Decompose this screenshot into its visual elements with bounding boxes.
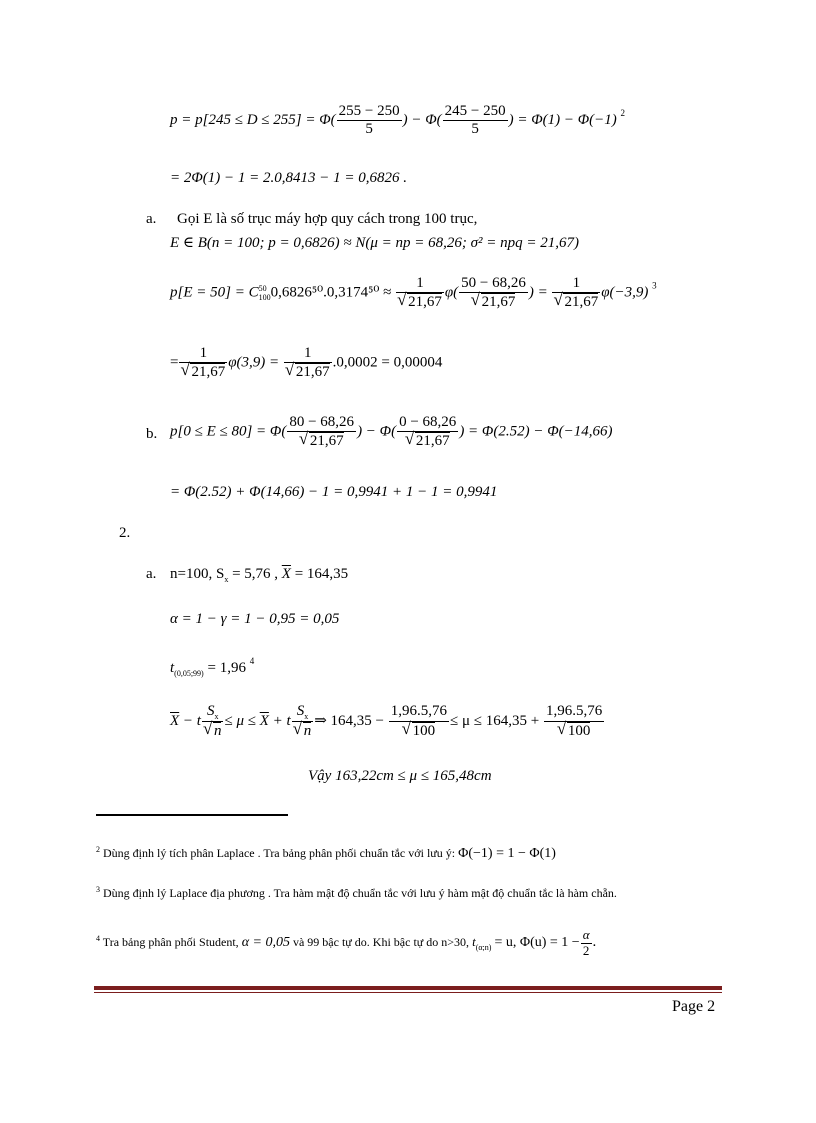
eq-text: ≤ μ ≤ 164,35 + xyxy=(449,713,540,730)
footnote-separator xyxy=(96,814,288,816)
s-label: S xyxy=(296,703,305,719)
s-label: S xyxy=(206,703,215,719)
fraction-num: 1,96.5,76 xyxy=(544,703,604,721)
footnote-text: Dùng định lý tích phân Laplace . Tra bảng phân phối chuẩn tắc với lưu ý: xyxy=(103,846,456,860)
eq-text: + t xyxy=(268,713,291,730)
sqrt: √ 100 xyxy=(412,722,436,740)
x-bar: $\overline{X}$ xyxy=(259,713,269,730)
eq-text: φ(3,9) = xyxy=(228,354,280,371)
eq-text: = xyxy=(170,354,179,371)
sqrt: √ 21,67 xyxy=(563,293,598,311)
footnote-text: và 99 bậc tự do. Khi bậc tự do n>30, xyxy=(292,935,470,950)
given-values xyxy=(170,566,348,584)
footnote-number: 2 xyxy=(96,845,100,854)
footnote-ref: 3 xyxy=(652,280,657,291)
eq-text: p[E = 50] = C xyxy=(170,284,259,301)
footnote-formula: α = 0,05 xyxy=(241,935,290,951)
item-marker: b. xyxy=(146,426,158,442)
footnote-text: Tra bảng phân phối Student, xyxy=(102,935,239,950)
eq-text: ) = Φ(1) − Φ(−1) xyxy=(508,112,617,129)
eq-text: = 1,96 xyxy=(203,660,246,676)
page-number: Page 2 xyxy=(672,998,716,1015)
sqrt: √ 21,67 xyxy=(295,363,330,381)
eq-text: p[0 ≤ E ≤ 80] = Φ( xyxy=(170,423,287,440)
eq-text: ≤ μ ≤ xyxy=(224,713,256,730)
footer-rule-thin xyxy=(94,992,722,993)
fraction-num: 1 xyxy=(396,275,444,293)
sqrt: √ 21,67 xyxy=(407,293,442,311)
fraction-num: α xyxy=(582,927,590,942)
item-a-text: Gọi E là số trục máy hợp quy cách trong 100 trục, xyxy=(177,211,478,227)
fraction-num: 1 xyxy=(552,275,600,293)
fraction xyxy=(459,275,528,312)
footnote-number: 3 xyxy=(96,885,100,894)
eq-text: = 5,76 , xyxy=(228,566,282,582)
footnote-4: $^4$ Tra bảng phân phối Student, α = 0,05 và 99 bậc tự do. Khi bậc tự do n>30, $t_{(\alpha;n)} = u$, Φ(u) = 1 − $\frac{\alpha}{2}$ . xyxy=(96,927,597,958)
subscript: x xyxy=(224,575,229,584)
x-bar: $\overline{X}$ xyxy=(170,713,180,730)
fraction-num: 50 − 68,26 xyxy=(459,275,528,293)
fraction xyxy=(443,103,508,139)
x-bar: $\overline{X}$ xyxy=(281,566,291,582)
footer-rule-thick xyxy=(94,986,722,990)
fraction-num: 1,96.5,76 xyxy=(389,703,449,721)
fraction-num: 80 − 68,26 xyxy=(287,414,356,432)
footnote-text: Dùng định lý Laplace địa phương . Tra hàm mật độ chuẩn tắc với lưu ý hàm mật độ chuẩn tắc là hàm chẵn. xyxy=(103,886,617,900)
eq-text: ) = Φ(2.52) − Φ(−14,66) xyxy=(459,423,613,440)
fraction-num: 255 − 250 xyxy=(337,103,402,121)
fraction xyxy=(581,928,592,959)
fraction xyxy=(292,703,314,740)
eq-text: t xyxy=(170,660,175,676)
confidence-interval xyxy=(170,703,605,740)
fraction-num: 1 xyxy=(179,345,227,363)
fraction-den: 5 xyxy=(471,121,479,138)
t-value xyxy=(170,656,254,678)
fraction-den: 5 xyxy=(365,121,373,138)
eq-text: ) − Φ( xyxy=(357,423,397,440)
fraction-num: 245 − 250 xyxy=(443,103,508,121)
sqrt: √ n xyxy=(213,722,222,740)
eq-text: φ( xyxy=(444,284,459,301)
footnote-ref: 4 xyxy=(249,656,255,666)
item-marker: a. xyxy=(146,211,157,227)
binom-sub: 100 xyxy=(258,293,271,303)
subscript: (α;n) xyxy=(475,943,492,953)
fraction xyxy=(544,703,604,740)
fraction xyxy=(337,103,402,139)
eq-text: .0,0002 = 0,00004 xyxy=(332,354,443,371)
eq-text: φ(−3,9) xyxy=(601,284,649,301)
fraction xyxy=(552,275,600,312)
item-marker: a. xyxy=(146,566,157,582)
binom-index xyxy=(259,284,271,302)
eq-text: p = p[245 ≤ D ≤ 255] = Φ( xyxy=(170,112,336,129)
fraction xyxy=(396,275,444,312)
eq-text: ) = xyxy=(528,284,548,301)
footnote-number: 4 xyxy=(96,934,100,944)
equation-p-interval xyxy=(170,103,625,139)
eq-text: = 164,35 xyxy=(290,566,349,582)
conclusion: Vậy 163,22cm ≤ μ ≤ 165,48cm xyxy=(308,768,492,784)
footnote-formula: Φ(−1) = 1 − Φ(1) xyxy=(458,846,556,861)
binom-sup: 50 xyxy=(258,284,267,294)
eq-text: 0,6826⁵⁰.0,3174⁵⁰ ≈ xyxy=(270,284,392,301)
footnote-3 xyxy=(96,885,617,901)
eq-text: n=100, S xyxy=(170,566,225,582)
sqrt: √ 21,67 xyxy=(190,363,225,381)
footnote-formula: t xyxy=(472,934,476,950)
eq-text: ⇒ 164,35 − xyxy=(314,713,384,730)
fraction xyxy=(389,703,449,740)
equation-pe50-result xyxy=(170,345,442,382)
subscript: x xyxy=(214,712,219,721)
footnote-2 xyxy=(96,845,556,862)
subscript: x xyxy=(304,712,309,721)
alpha-equation: α = 1 − γ = 1 − 0,95 = 0,05 xyxy=(170,611,340,627)
equation-pe0-80-result: = Φ(2.52) + Φ(14,66) − 1 = 0,9941 + 1 − 1 = 0,9941 xyxy=(170,484,498,500)
fraction-num: 0 − 68,26 xyxy=(397,414,458,432)
fraction xyxy=(287,414,356,451)
footnote-ref: 2 xyxy=(620,108,626,119)
equation-line2: = 2Φ(1) − 1 = 2.0,8413 − 1 = 0,6826 . xyxy=(170,170,408,186)
sqrt: √ 21,67 xyxy=(481,293,516,311)
eq-text: − t xyxy=(179,713,201,730)
fraction-num: 1 xyxy=(284,345,332,363)
footnote-formula: = u, Φ(u) = 1 − xyxy=(494,935,580,951)
sqrt: √ n xyxy=(303,722,312,740)
fraction xyxy=(284,345,332,382)
eq-text: ) − Φ( xyxy=(402,112,442,129)
section-marker: 2. xyxy=(119,525,131,541)
fraction xyxy=(397,414,458,451)
equation-pe50 xyxy=(170,275,657,312)
fraction-den: 2 xyxy=(582,942,590,958)
equation-pe0-80 xyxy=(170,414,613,451)
fraction xyxy=(202,703,224,740)
sqrt: √ 21,67 xyxy=(415,432,450,450)
sqrt: √ 21,67 xyxy=(309,432,344,450)
sqrt: √ 100 xyxy=(567,722,591,740)
item-a-distribution: E ∈ B(n = 100; p = 0,6826) ≈ N(μ = np = 68,26; σ² = npq = 21,67) xyxy=(170,235,580,251)
subscript: (0,05;99) xyxy=(174,669,204,678)
fraction xyxy=(179,345,227,382)
